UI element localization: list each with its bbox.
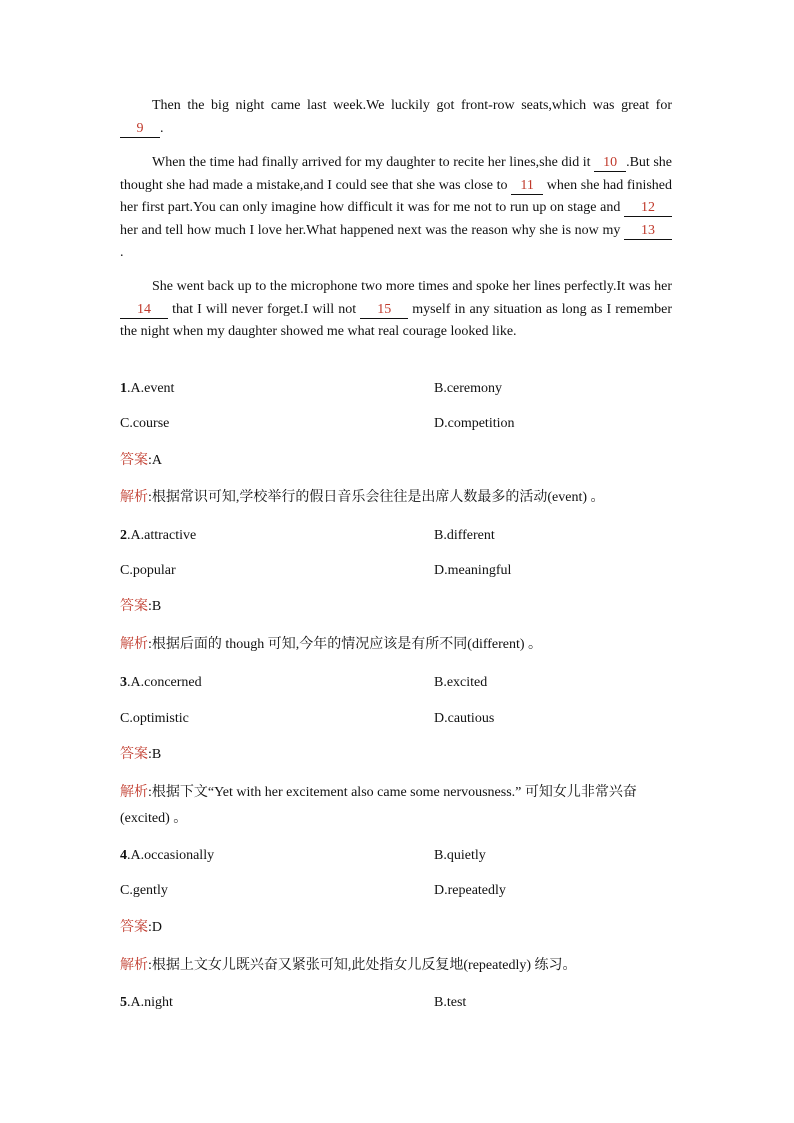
passage-text: .But she thought she had made a mistake,and I could see that she was close to xyxy=(120,155,672,193)
explanation-label: 解析 xyxy=(120,490,148,505)
question-1-explanation xyxy=(120,485,680,511)
passage-text: myself in any situation as long as I remember the night when my daughter showed me what real courage looked like. xyxy=(120,301,672,339)
option-d: D.repeatedly xyxy=(434,883,506,898)
explanation-text: :根据后面的 though 可知,今年的情况应该是有所不同(different) 。 xyxy=(148,637,543,652)
question-3-answer xyxy=(120,745,161,765)
question-2-options-row-1 xyxy=(120,526,495,546)
passage-paragraph-1 xyxy=(120,95,672,140)
explanation-text: :根据下文“Yet with her excitement also came some nervousness.” 可知女儿非常兴奋(excited) 。 xyxy=(120,785,637,826)
blank-10: 10 xyxy=(594,154,626,172)
question-number: 5 xyxy=(120,995,127,1010)
question-number: 2 xyxy=(120,528,127,543)
question-number: 1 xyxy=(120,381,127,396)
passage-text: her and tell how much I love her.What happened next was the reason why she is now my xyxy=(120,222,624,238)
question-4-options-row-2 xyxy=(120,881,506,901)
passage-paragraph-2 xyxy=(120,152,672,265)
option-a: .A.occasionally xyxy=(127,848,215,863)
blank-11: 11 xyxy=(511,177,543,195)
option-c: C.optimistic xyxy=(120,711,189,726)
passage-paragraph-3 xyxy=(120,276,672,344)
passage-text: Then the big night came last week.We luckily got front-row seats,which was great for xyxy=(152,98,672,113)
option-a: .A.event xyxy=(127,381,175,396)
blank-13: 13 xyxy=(624,222,672,240)
explanation-text: :根据上文女儿既兴奋又紧张可知,此处指女儿反复地(repeatedly) 练习。 xyxy=(148,958,577,973)
passage-text: that I will never forget.I will not xyxy=(168,301,361,317)
answer-value: :D xyxy=(148,920,162,935)
question-2-explanation xyxy=(120,632,680,658)
option-b: B.test xyxy=(434,995,467,1010)
option-c: C.course xyxy=(120,416,170,431)
question-1-answer xyxy=(120,451,162,471)
question-3-explanation xyxy=(120,780,680,832)
answer-value: :A xyxy=(148,453,162,468)
option-d: D.cautious xyxy=(434,711,495,726)
passage-text: When the time had finally arrived for my daughter to recite her lines,she did it xyxy=(152,155,595,170)
question-3-options-row-2 xyxy=(120,709,495,729)
option-b: B.quietly xyxy=(434,848,486,863)
blank-12: 12 xyxy=(624,199,672,217)
question-1-options-row-1 xyxy=(120,379,503,399)
blank-14: 14 xyxy=(120,301,168,319)
answer-label: 答案 xyxy=(120,453,148,468)
option-b: B.different xyxy=(434,528,495,543)
passage-text: when she had finished her first part.You can only imagine how difficult it was for me not to run up on stage and xyxy=(120,177,673,215)
question-number: 3 xyxy=(120,675,127,690)
option-c: C.gently xyxy=(120,883,168,898)
blank-9: 9 xyxy=(120,120,160,138)
question-4-explanation xyxy=(120,953,680,979)
explanation-label: 解析 xyxy=(120,958,148,973)
answer-label: 答案 xyxy=(120,747,148,762)
passage-text: She went back up to the microphone two more times and spoke her lines perfectly.It was her xyxy=(152,279,672,294)
option-d: D.meaningful xyxy=(434,563,512,578)
question-1-options-row-2 xyxy=(120,414,515,434)
answer-value: :B xyxy=(148,599,162,614)
passage-text: . xyxy=(160,120,164,136)
option-a: .A.concerned xyxy=(127,675,202,690)
option-a: .A.attractive xyxy=(127,528,197,543)
question-2-answer xyxy=(120,597,161,617)
blank-15: 15 xyxy=(360,301,408,319)
question-5-options-row-1 xyxy=(120,993,467,1013)
explanation-label: 解析 xyxy=(120,637,148,652)
question-3-options-row-1 xyxy=(120,673,488,693)
answer-value: :B xyxy=(148,747,162,762)
option-b: B.ceremony xyxy=(434,381,503,396)
question-4-options-row-1 xyxy=(120,846,486,866)
option-d: D.competition xyxy=(434,416,515,431)
explanation-text: :根据常识可知,学校举行的假日音乐会往往是出席人数最多的活动(event) 。 xyxy=(148,490,605,505)
question-2-options-row-2 xyxy=(120,561,512,581)
answer-label: 答案 xyxy=(120,920,148,935)
option-b: B.excited xyxy=(434,675,488,690)
passage-text: . xyxy=(120,245,124,260)
question-number: 4 xyxy=(120,848,127,863)
question-4-answer xyxy=(120,918,162,938)
explanation-label: 解析 xyxy=(120,785,148,800)
option-a: .A.night xyxy=(127,995,173,1010)
answer-label: 答案 xyxy=(120,599,148,614)
option-c: C.popular xyxy=(120,563,176,578)
